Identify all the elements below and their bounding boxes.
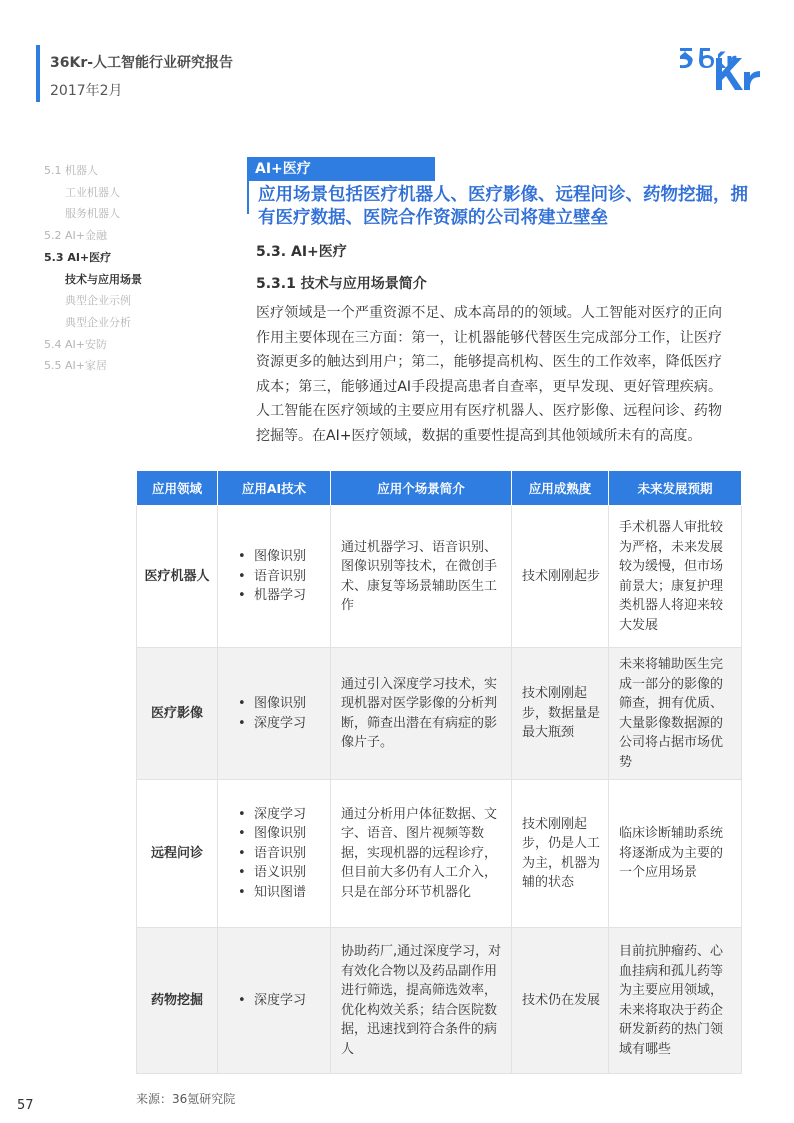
tech-list bbox=[228, 547, 324, 606]
report-date: 2017年2月 bbox=[50, 83, 123, 99]
toc-item[interactable]: 工业机器人 bbox=[65, 185, 120, 199]
cell-intro: 协助药厂,通过深度学习，对有效化合物以及药品副作用进行筛选，提高筛选效率，优化构效关系；结合医院数据，迅速找到符合条件的病人 bbox=[331, 928, 512, 1074]
tech-list-item: • 语音识别 bbox=[234, 844, 324, 864]
source-note: 来源：36氪研究院 bbox=[136, 1092, 236, 1106]
tech-list-item: • 知识图谱 bbox=[234, 883, 324, 903]
page-headline: 应用场景包括医疗机器人、医疗影像、远程问诊、药物挖掘，拥有医疗数据、医院合作资源的公司将建立壁垒 bbox=[258, 185, 748, 228]
cell-maturity: 技术仍在发展 bbox=[512, 928, 609, 1074]
table-row bbox=[137, 648, 742, 780]
toc-item[interactable]: 服务机器人 bbox=[65, 207, 120, 221]
header-maturity: 应用成熟度 bbox=[512, 471, 609, 506]
intro-paragraph: 医疗领域是一个严重资源不足、成本高昂的的领域。人工智能对医疗的正向作用主要体现在三方面：第一，让机器能够代替医生完成部分工作，让医疗资源更多的触达到用户；第二，能够提高机构、医生的工作效率，降低医疗成本；第三，能够通过AI手段提高患者自查率，更早发现、更好管理疾病。人工智能在医疗领域的主要应用有医疗机器人、医疗影像、远程问诊、药物挖掘等。在AI+医疗领域，数据的重要性提高到其他领域所未有的高度。 bbox=[256, 305, 722, 444]
tech-list bbox=[228, 991, 324, 1011]
cell-maturity: 技术刚刚起步，数据量是最大瓶颈 bbox=[512, 648, 609, 780]
cell-field: 药物挖掘 bbox=[137, 928, 218, 1074]
tech-list-item: • 机器学习 bbox=[234, 586, 324, 606]
tech-list-item: • 语义识别 bbox=[234, 863, 324, 883]
tech-list-item: • 语音识别 bbox=[234, 567, 324, 587]
cell-intro: 通过引入深度学习技术，实现机器对医学影像的分析判断，筛查出潜在有病症的影像片子。 bbox=[331, 648, 512, 780]
tech-list-item: • 深度学习 bbox=[234, 991, 324, 1011]
tech-list-item: • 深度学习 bbox=[234, 805, 324, 825]
toc-item[interactable]: 典型企业分析 bbox=[65, 315, 131, 329]
cell-intro: 通过分析用户体征数据、文字、语音、图片视频等数据，实现机器的远程诊疗，但目前大多仍有人工介入，只是在部分环节机器化 bbox=[331, 780, 512, 928]
cell-techs bbox=[218, 780, 331, 928]
cell-maturity: 技术刚刚起步，仍是人工为主，机器为辅的状态 bbox=[512, 780, 609, 928]
toc-item[interactable]: 5.3 AI+医疗 bbox=[44, 250, 112, 264]
ai-medical-table bbox=[136, 470, 742, 1074]
cell-field: 远程问诊 bbox=[137, 780, 218, 928]
cell-techs bbox=[218, 928, 331, 1074]
cell-outlook: 目前抗肿瘤药、心血挂病和孤儿药等为主要应用领域，未来将取决于药企研发新药的热门领域有哪些 bbox=[609, 928, 742, 1074]
toc-item[interactable]: 技术与应用场景 bbox=[65, 272, 142, 286]
tech-list-item: • 深度学习 bbox=[234, 714, 324, 734]
table-of-contents bbox=[44, 160, 244, 377]
cell-outlook: 手术机器人审批较为严格，未来发展较为缓慢，但市场前景大；康复护理类机器人将迎来较大发展 bbox=[609, 506, 742, 648]
tech-list bbox=[228, 805, 324, 903]
table-header-row bbox=[137, 471, 742, 506]
cell-techs bbox=[218, 506, 331, 648]
header-accent-bar bbox=[36, 45, 40, 102]
cell-techs bbox=[218, 648, 331, 780]
cell-field: 医疗机器人 bbox=[137, 506, 218, 648]
cell-intro: 通过机器学习、语音识别、图像识别等技术，在微创手术、康复等场景辅助医生工作 bbox=[331, 506, 512, 648]
toc-item[interactable]: 5.4 AI+安防 bbox=[44, 337, 107, 351]
tag-accent-line bbox=[247, 181, 249, 214]
header-intro: 应用个场景简介 bbox=[331, 471, 512, 506]
tech-list-item: • 图像识别 bbox=[234, 824, 324, 844]
36kr-logo bbox=[678, 44, 766, 96]
table-row bbox=[137, 928, 742, 1074]
header-tech: 应用AI技术 bbox=[218, 471, 331, 506]
section-tag: AI+医疗 bbox=[247, 157, 435, 181]
tech-list-item: • 图像识别 bbox=[234, 547, 324, 567]
cell-maturity: 技术刚刚起步 bbox=[512, 506, 609, 648]
tech-list-item: • 图像识别 bbox=[234, 694, 324, 714]
cell-field: 医疗影像 bbox=[137, 648, 218, 780]
toc-item[interactable]: 5.2 AI+金融 bbox=[44, 229, 107, 243]
tech-list bbox=[228, 694, 324, 733]
report-title: 36Kr-人工智能行业研究报告 bbox=[50, 55, 234, 71]
page-number: 57 bbox=[17, 1098, 34, 1113]
cell-outlook: 临床诊断辅助系统将逐渐成为主要的一个应用场景 bbox=[609, 780, 742, 928]
toc-item[interactable]: 5.1 机器人 bbox=[44, 164, 98, 177]
section-title: 5.3. AI+医疗 bbox=[256, 244, 347, 260]
toc-item[interactable]: 5.5 AI+家居 bbox=[44, 359, 107, 373]
table-row bbox=[137, 506, 742, 648]
subsection-title: 5.3.1 技术与应用场景简介 bbox=[256, 276, 427, 292]
table-row bbox=[137, 780, 742, 928]
header-outlook: 未来发展预期 bbox=[609, 471, 742, 506]
toc-item[interactable]: 典型企业示例 bbox=[65, 294, 131, 308]
header-field: 应用领域 bbox=[137, 471, 218, 506]
cell-outlook: 未来将辅助医生完成一部分的影像的筛查，拥有优质、大量影像数据源的公司将占据市场优势 bbox=[609, 648, 742, 780]
